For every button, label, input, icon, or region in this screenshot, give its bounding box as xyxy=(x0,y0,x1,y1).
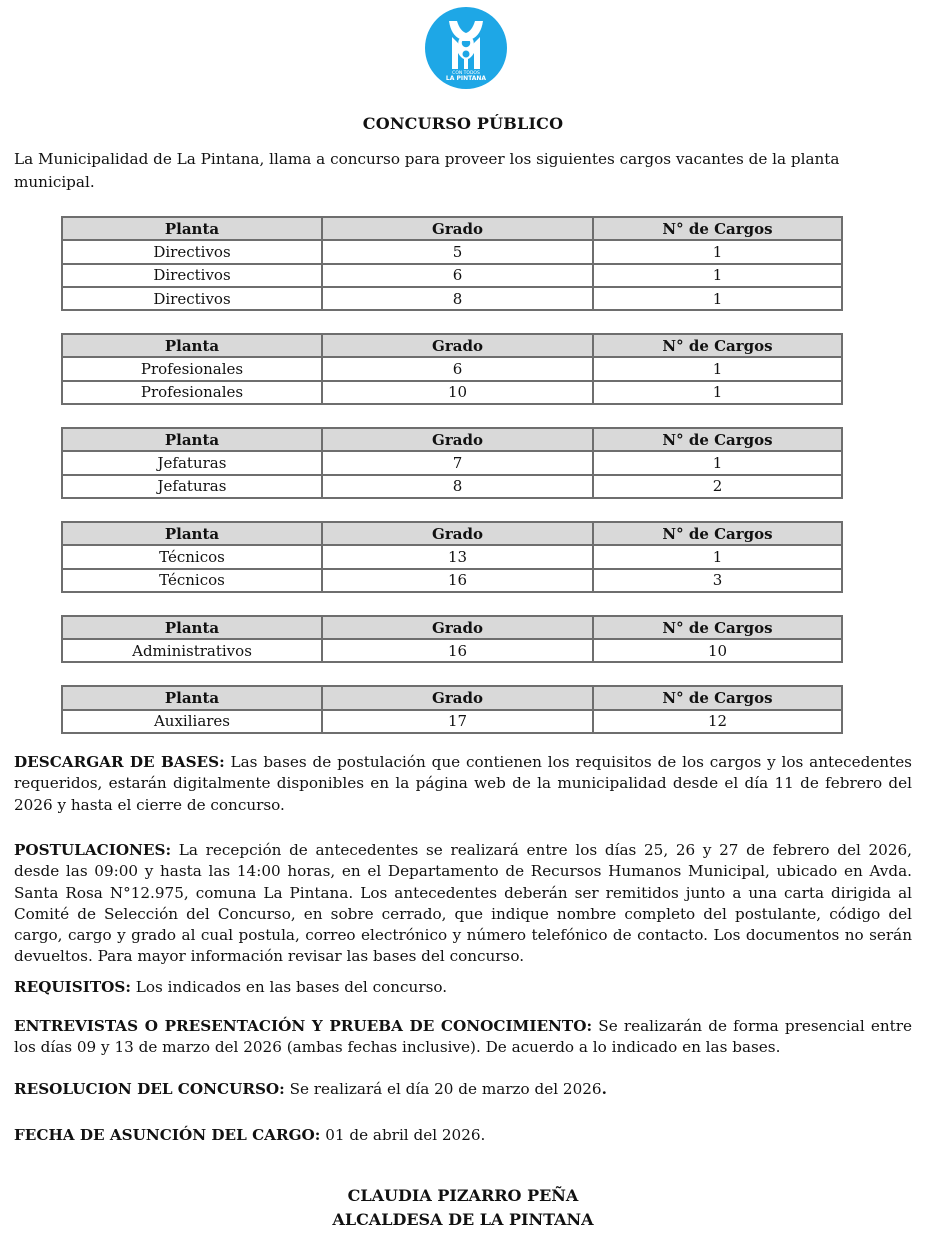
table-row xyxy=(62,545,842,568)
cell-n-cargos: 12 xyxy=(593,710,842,733)
section-label: FECHA DE ASUNCIÓN DEL CARGO: xyxy=(14,1126,321,1144)
section-text: 01 de abril del 2026. xyxy=(320,1126,486,1144)
table-row xyxy=(62,357,842,380)
cargos-table xyxy=(61,427,843,499)
cell-planta: Profesionales xyxy=(62,357,322,380)
header-n-cargos: N° de Cargos xyxy=(593,686,842,709)
header-grado: Grado xyxy=(322,522,593,545)
table-header-row xyxy=(62,616,842,639)
header-planta: Planta xyxy=(62,217,322,240)
table-header-row xyxy=(62,334,842,357)
header-n-cargos: N° de Cargos xyxy=(593,616,842,639)
cell-grado: 7 xyxy=(322,451,593,474)
section-text: Las bases de postulación que contienen los requisitos de los cargos y los antecedentes requeridos, estarán digitalmente disponibles en la página web de la municipalidad desde el día 11 de febrero del 2026 y hasta el cierre de concurso. xyxy=(14,753,912,814)
header-grado: Grado xyxy=(322,616,593,639)
section-postulaciones xyxy=(14,840,912,968)
header-planta: Planta xyxy=(62,686,322,709)
family-figures-icon xyxy=(425,7,507,89)
header-n-cargos: N° de Cargos xyxy=(593,428,842,451)
table-row xyxy=(62,264,842,287)
cell-n-cargos: 1 xyxy=(593,264,842,287)
header-planta: Planta xyxy=(62,428,322,451)
cargos-table xyxy=(61,216,843,311)
header-planta: Planta xyxy=(62,334,322,357)
section-text: La recepción de antecedentes se realizará entre los días 25, 26 y 27 de febrero del 2026, desde las 09:00 y hasta las 14:00 horas, en el Departamento de Recursos Humanos Municipal, ubicado en Avda. Santa Rosa N°12.975, comuna La Pintana. Los antecedentes deberán ser remitidos junto a una carta dirigida al Comité de Selección del Concurso, en sobre cerrado, que indique nombre completo del postulante, código del cargo, cargo y grado al cual postula, correo electrónico y número telefónico de contacto. Los documentos no serán devueltos. Para mayor información revisar las bases del concurso. xyxy=(14,841,912,966)
svg-text:LA PINTANA: LA PINTANA xyxy=(445,75,487,82)
section-text: Los indicados en las bases del concurso. xyxy=(130,978,448,996)
table-row xyxy=(62,240,842,263)
cargos-table xyxy=(61,333,843,405)
cell-planta: Jefaturas xyxy=(62,451,322,474)
header-n-cargos: N° de Cargos xyxy=(593,334,842,357)
cell-n-cargos: 1 xyxy=(593,545,842,568)
cell-planta: Auxiliares xyxy=(62,710,322,733)
intro-paragraph: La Municipalidad de La Pintana, llama a concurso para proveer los siguientes cargos vacantes de la planta municipal. xyxy=(14,150,840,191)
cell-grado: 8 xyxy=(322,287,593,310)
table-row xyxy=(62,451,842,474)
svg-text:CON TODOS: CON TODOS xyxy=(452,71,480,76)
cell-grado: 13 xyxy=(322,545,593,568)
table-header-row xyxy=(62,686,842,709)
cell-grado: 6 xyxy=(322,357,593,380)
cell-n-cargos: 3 xyxy=(593,569,842,592)
cargos-table xyxy=(61,615,843,664)
table-row xyxy=(62,381,842,404)
section-label: RESOLUCION DEL CONCURSO: xyxy=(14,1080,285,1098)
cell-n-cargos: 1 xyxy=(593,381,842,404)
table-row xyxy=(62,710,842,733)
cell-planta: Jefaturas xyxy=(62,475,322,498)
cell-n-cargos: 10 xyxy=(593,639,842,662)
section-label: POSTULACIONES: xyxy=(14,841,172,859)
cell-grado: 6 xyxy=(322,264,593,287)
cell-planta: Administrativos xyxy=(62,639,322,662)
header-grado: Grado xyxy=(322,217,593,240)
header-n-cargos: N° de Cargos xyxy=(593,522,842,545)
la-pintana-logo-icon xyxy=(425,7,507,89)
table-header-row xyxy=(62,217,842,240)
section-end: . xyxy=(601,1080,607,1098)
table-header-row xyxy=(62,522,842,545)
header-n-cargos: N° de Cargos xyxy=(593,217,842,240)
cell-n-cargos: 2 xyxy=(593,475,842,498)
section-requisitos xyxy=(14,977,912,998)
cargos-tables xyxy=(61,216,841,756)
section-entrevistas xyxy=(14,1016,912,1059)
table-row xyxy=(62,287,842,310)
cell-planta: Directivos xyxy=(62,240,322,263)
cell-grado: 16 xyxy=(322,639,593,662)
cargos-table xyxy=(61,521,843,593)
header-planta: Planta xyxy=(62,522,322,545)
cell-planta: Profesionales xyxy=(62,381,322,404)
cell-grado: 10 xyxy=(322,381,593,404)
signature-block xyxy=(0,1184,926,1232)
page-title: CONCURSO PÚBLICO xyxy=(362,114,564,133)
signature-role: ALCALDESA DE LA PINTANA xyxy=(332,1210,594,1229)
section-label: ENTREVISTAS O PRESENTACIÓN Y PRUEBA DE CONOCIMIENTO: xyxy=(14,1017,593,1035)
cell-planta: Técnicos xyxy=(62,545,322,568)
cell-n-cargos: 1 xyxy=(593,357,842,380)
table-row xyxy=(62,569,842,592)
section-asuncion xyxy=(14,1125,912,1146)
section-resolucion xyxy=(14,1079,912,1100)
header-grado: Grado xyxy=(322,686,593,709)
cell-n-cargos: 1 xyxy=(593,240,842,263)
header-grado: Grado xyxy=(322,428,593,451)
cell-grado: 17 xyxy=(322,710,593,733)
cell-planta: Técnicos xyxy=(62,569,322,592)
cell-planta: Directivos xyxy=(62,287,322,310)
header-grado: Grado xyxy=(322,334,593,357)
cell-grado: 8 xyxy=(322,475,593,498)
cell-n-cargos: 1 xyxy=(593,451,842,474)
cargos-table xyxy=(61,685,843,734)
cell-grado: 5 xyxy=(322,240,593,263)
cell-planta: Directivos xyxy=(62,264,322,287)
cell-n-cargos: 1 xyxy=(593,287,842,310)
header-planta: Planta xyxy=(62,616,322,639)
cell-grado: 16 xyxy=(322,569,593,592)
signature-name: CLAUDIA PIZARRO PEÑA xyxy=(347,1186,579,1205)
table-row xyxy=(62,475,842,498)
section-bases xyxy=(14,752,912,816)
table-row xyxy=(62,639,842,662)
section-text: Se realizarán de forma presencial entre los días 09 y 13 de marzo del 2026 (ambas fechas inclusive). De acuerdo a lo indicado en las bases. xyxy=(14,1017,912,1057)
section-label: DESCARGAR DE BASES: xyxy=(14,753,225,771)
table-header-row xyxy=(62,428,842,451)
section-label: REQUISITOS: xyxy=(14,978,131,996)
section-text: Se realizará el día 20 de marzo del 2026 xyxy=(284,1080,602,1098)
